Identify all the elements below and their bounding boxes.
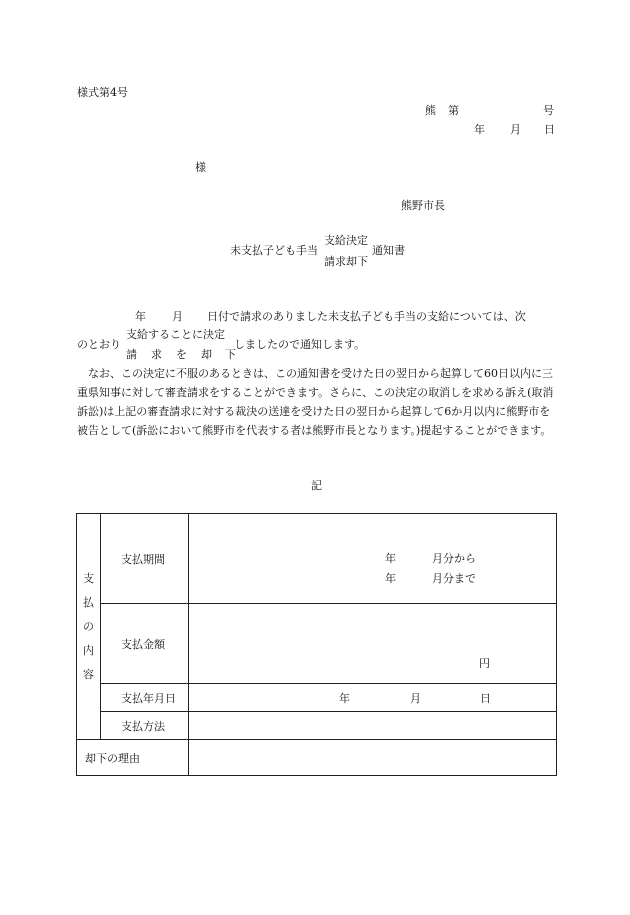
period-from-year: 年	[385, 552, 396, 565]
period-to-year: 年	[385, 572, 396, 585]
method-value-cell	[189, 712, 557, 740]
method-label: 支払方法	[101, 712, 189, 740]
row-period	[77, 514, 557, 604]
body-year: 年	[135, 310, 146, 323]
period-value-cell	[189, 514, 557, 604]
row-reason	[77, 740, 557, 776]
pay-date-year: 年	[339, 692, 350, 705]
period-label: 支払期間	[101, 514, 189, 604]
row-date	[77, 684, 557, 712]
date-day: 日	[544, 123, 555, 136]
pay-date-day: 日	[480, 692, 491, 705]
amount-unit: 円	[479, 657, 490, 670]
appeal-notice-paragraph	[77, 364, 555, 440]
payment-details-table	[76, 513, 557, 776]
body-line2-option-bottom-5: 下	[225, 348, 236, 361]
group-label-char-1: 支	[83, 571, 94, 585]
row-method	[77, 712, 557, 740]
ref-dai: 第	[448, 104, 459, 117]
amount-label: 支払金額	[101, 604, 189, 684]
reason-label: 却下の理由	[77, 740, 189, 776]
body-line2-option-bottom-2: 求	[151, 348, 162, 361]
period-from-month: 月分から	[432, 552, 476, 565]
body-line2-option-top: 支給することに決定	[126, 328, 225, 341]
body-line2-option-bottom-3: を	[176, 348, 187, 361]
body-line2-option-bottom-1: 請	[126, 348, 137, 361]
title-prefix: 未支払子ども手当	[230, 244, 318, 257]
group-label-char-3: の	[83, 619, 94, 633]
date-value-cell	[189, 684, 557, 712]
group-label-cell	[77, 514, 101, 740]
ki-heading: 記	[311, 479, 322, 492]
amount-value-cell	[189, 604, 557, 684]
title-suffix: 通知書	[372, 244, 405, 257]
row-amount	[77, 604, 557, 684]
sender-title: 熊野市長	[401, 199, 445, 212]
body-month: 月	[172, 310, 183, 323]
body-line2-suffix: しましたので通知します。	[234, 338, 366, 351]
body-line2-option-bottom-4: 却	[201, 348, 212, 361]
period-to-month: 月分まで	[432, 572, 476, 585]
appeal-notice-text: なお、この決定に不服のあるときは、この通知書を受けた日の翌日から起算して60日以内に三重県知事に対して審査請求をすることができます。さらに、この決定の取消しを求める訴え(取消訴訟)は上記の審査請求に対する裁決の送達を受けた日の翌日から起算して6か月以内に熊野市を被告として(訴訟において熊野市を代表する者は熊野市長となります。)提起することができます。	[77, 367, 554, 437]
ref-kuma: 熊	[425, 104, 436, 117]
date-label: 支払年月日	[101, 684, 189, 712]
date-month: 月	[510, 123, 521, 136]
title-option-top: 支給決定	[324, 234, 368, 247]
addressee-sama: 様	[195, 161, 206, 174]
group-label-char-4: 内	[83, 643, 94, 657]
group-label-char-5: 容	[83, 667, 94, 681]
body-line1-text: 日付で請求のありました未支払子ども手当の支給については、次	[207, 310, 526, 323]
reason-value-cell	[189, 740, 557, 776]
pay-date-month: 月	[410, 692, 421, 705]
date-year: 年	[474, 123, 485, 136]
ref-go: 号	[543, 104, 554, 117]
title-option-bottom: 請求却下	[324, 255, 368, 268]
form-number: 様式第4号	[77, 86, 128, 99]
group-label-char-2: 払	[83, 595, 94, 609]
body-line2-prefix: のとおり	[77, 338, 121, 351]
